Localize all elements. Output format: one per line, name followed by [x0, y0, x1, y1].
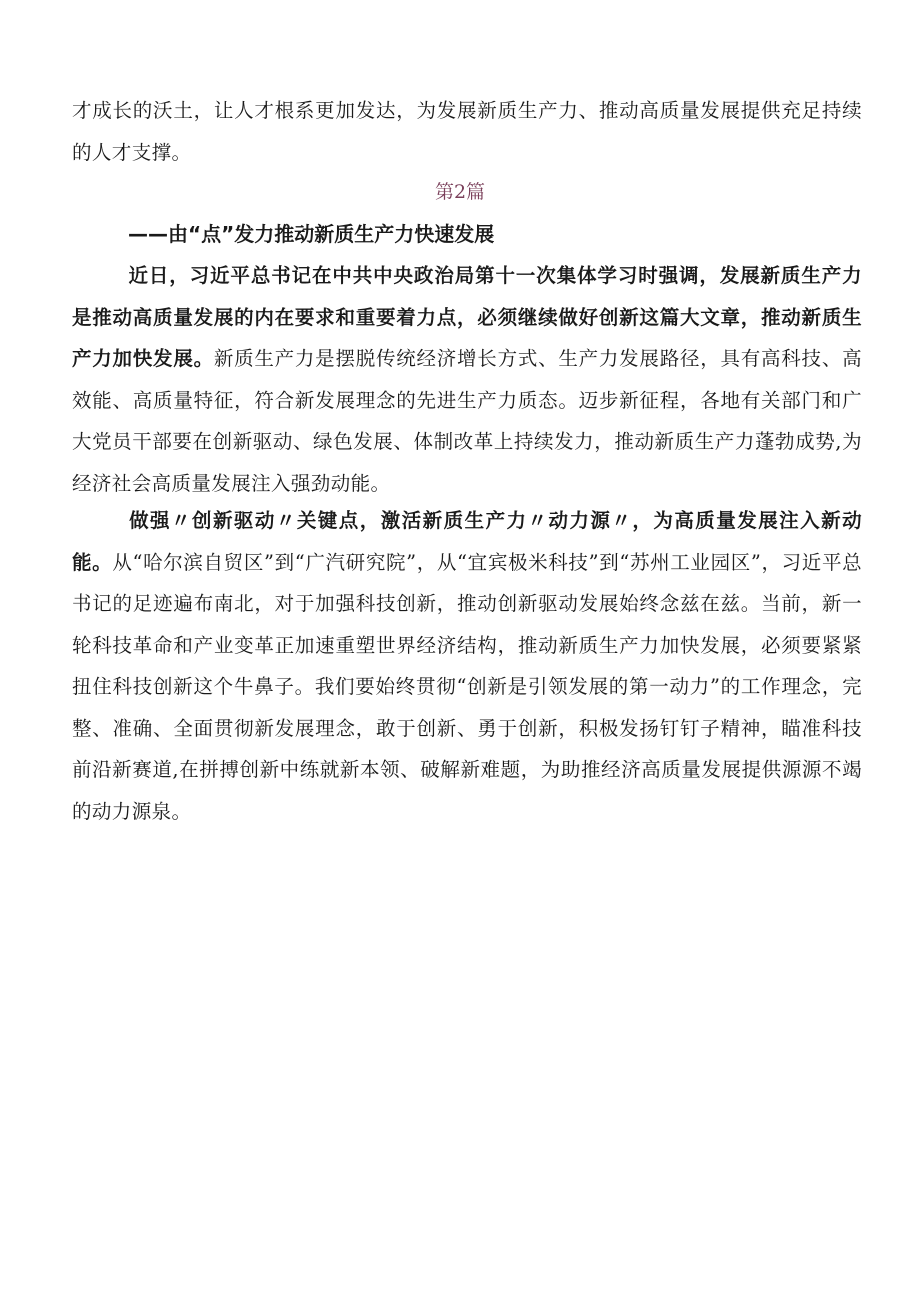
paragraph-2-lead: 做强〃创新驱动〃关键点，激活新质生产力〃动力源〃，为高质量发展注入新动能。: [72, 509, 862, 574]
article-subtitle: ——由“点”发力推动新质生产力快速发展: [128, 222, 495, 246]
paragraph-1-body: 新质生产力是摆脱传统经济增长方式、生产力发展路径，具有高科技、高效能、高质量特征，符合新发展理念的先进生产力质态。迈步新征程，各地有关部门和广大党员干部要在创新驱动、绿色发展、体制改革上持续发力，推动新质生产力蓬勃成势,为经济社会高质量发展注入强劲动能。: [72, 347, 862, 495]
paragraph-2-body: 从“哈尔滨自贸区”到“广汽研究院”，从“宜宾极米科技”到“苏州工业园区”，习近平总书记的足迹遍布南北，对于加强科技创新，推动创新驱动发展始终念兹在兹。当前，新一轮科技革命和产业变革正加速重塑世界经济结构，推动新质生产力加快发展，必须要紧紧扭住科技创新这个牛鼻子。我们要始终贯彻“创新是引领发展的第一动力”的工作理念，完整、准确、全面贯彻新发展理念，敢于创新、勇于创新，积极发扬钉钉子精神，瞄准科技前沿新赛道,在拼搏创新中练就新本领、破解新难题，为助推经济高质量发展提供源源不竭的动力源泉。: [72, 550, 862, 823]
section-heading: 第2篇: [434, 181, 486, 203]
paragraph-1: [72, 255, 862, 504]
continuation-paragraph: [72, 90, 862, 173]
paragraph-2: [72, 500, 862, 832]
continuation-text: 才成长的沃土，让人才根系更加发达，为发展新质生产力、推动高质量发展提供充足持续的人才支撑。: [72, 99, 862, 164]
paragraph-1-lead: 近日，习近平总书记在中共中央政治局第十一次集体学习时强调，发展新质生产力是推动高质量发展的内在要求和重要着力点，必须继续做好创新这篇大文章，推动新质生产力加快发展。: [72, 264, 862, 370]
